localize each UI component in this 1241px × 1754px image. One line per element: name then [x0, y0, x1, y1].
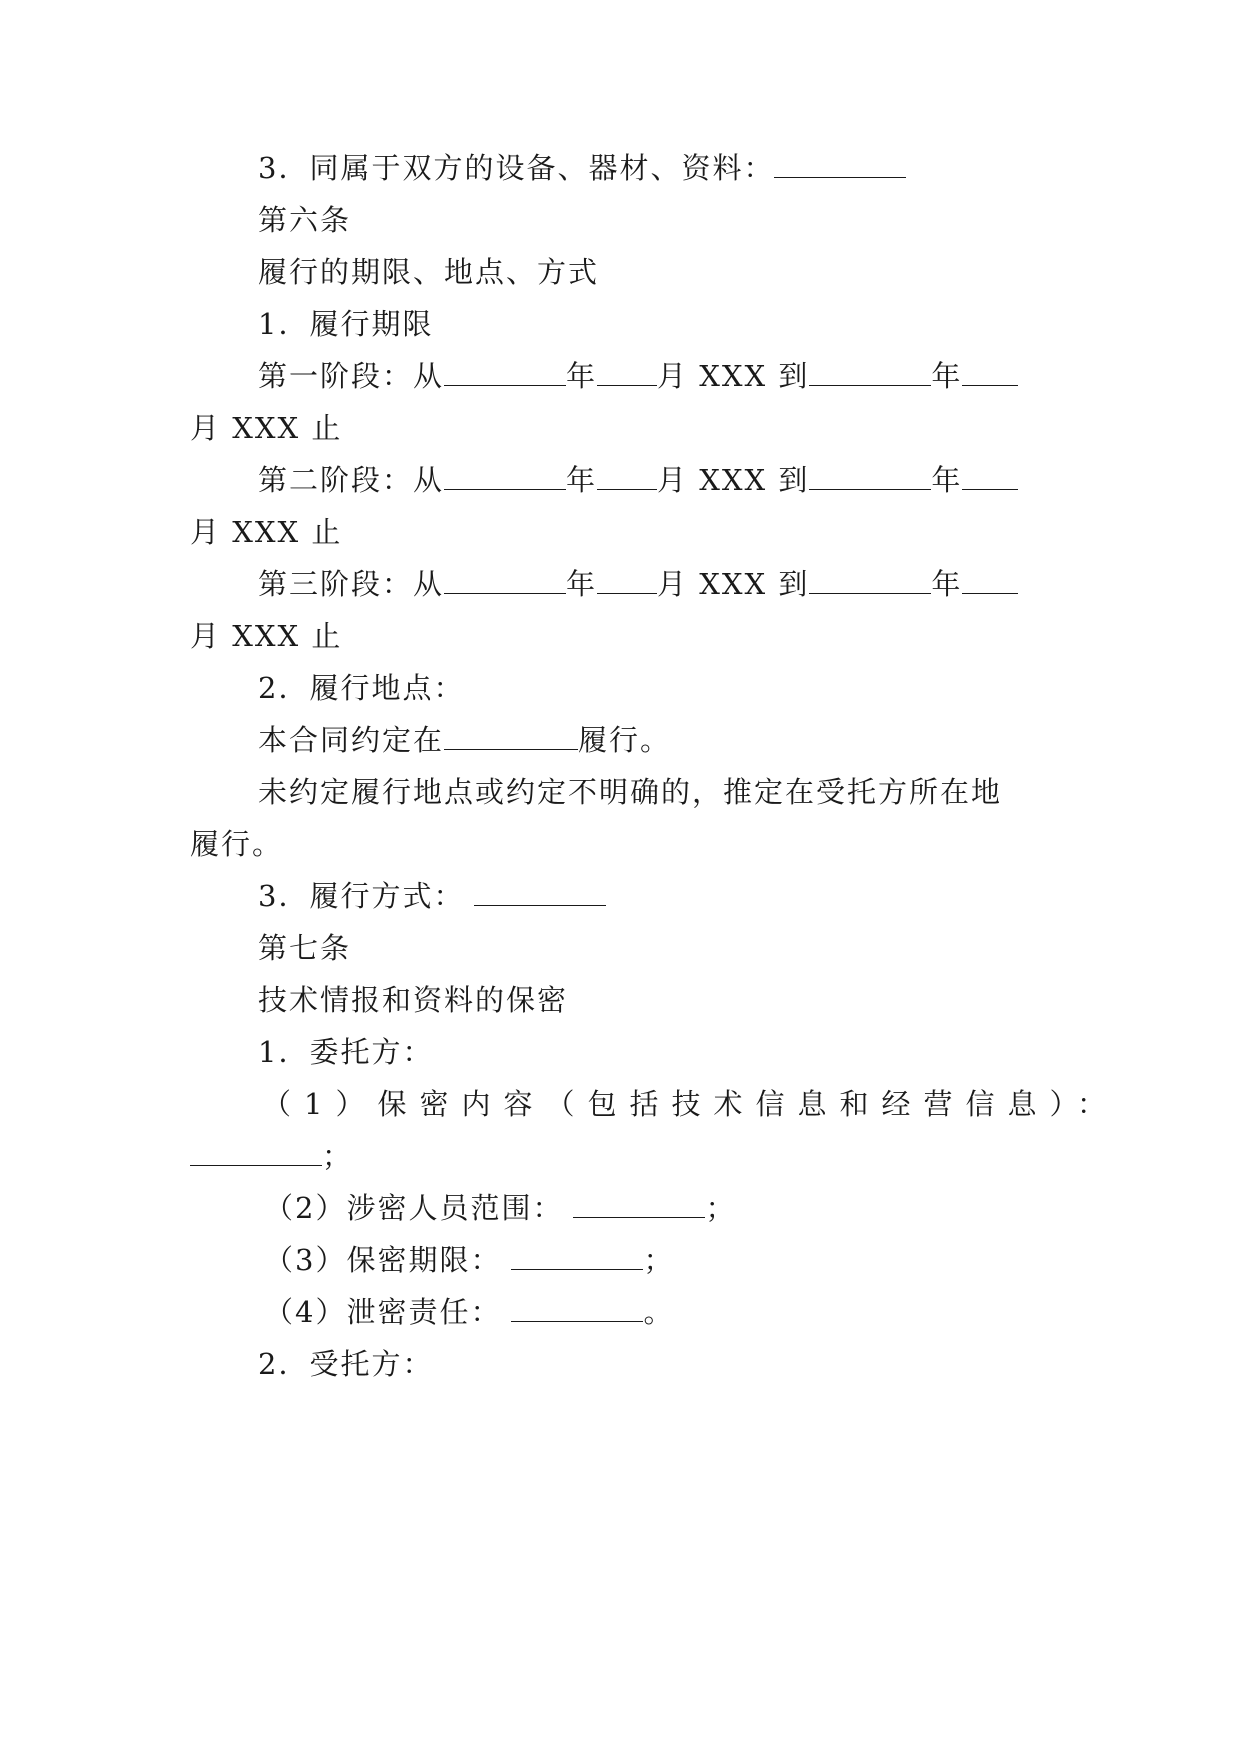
blank-field	[444, 727, 578, 750]
year-label: 年	[566, 463, 598, 497]
blank-field	[774, 155, 906, 178]
year-label: 年	[931, 359, 963, 393]
period-text: （3）保密期限：	[264, 1243, 502, 1277]
place-note-line-1: 未约定履行地点或约定不明确的，推定在受托方所在地	[258, 775, 1003, 809]
stage-3-end: 月 XXX 止	[190, 619, 343, 653]
semicolon: ；	[643, 1243, 675, 1277]
confidential-period	[264, 1242, 674, 1278]
blank-field	[444, 571, 566, 594]
stage-label: 第二阶段：从	[258, 463, 445, 497]
blank-field	[444, 363, 566, 386]
year-label: 年	[931, 463, 963, 497]
place-text-b: 履行。	[578, 723, 672, 757]
clause-equipment	[258, 150, 906, 186]
blank-field	[597, 571, 657, 594]
place-heading: 2．履行地点：	[258, 671, 465, 705]
stage-label: 第一阶段：从	[258, 359, 445, 393]
blank-field	[474, 883, 606, 906]
blank-field	[573, 1195, 705, 1218]
year-label: 年	[931, 567, 963, 601]
article-6-title: 第六条	[258, 203, 352, 237]
stage-1-line	[258, 358, 1018, 394]
stage-2-line	[258, 462, 1018, 498]
place-clause	[258, 722, 671, 758]
blank-field	[962, 467, 1018, 490]
clause-text: 3．同属于双方的设备、器材、资料：	[258, 151, 775, 185]
year-label: 年	[566, 359, 598, 393]
blank-field	[511, 1247, 643, 1270]
personnel-text: （2）涉密人员范围：	[264, 1191, 564, 1225]
blank-field	[190, 1143, 322, 1166]
blank-field	[809, 363, 931, 386]
confidential-content-blank	[190, 1138, 353, 1174]
stage-2-end: 月 XXX 止	[190, 515, 343, 549]
blank-field	[809, 571, 931, 594]
year-label: 年	[566, 567, 598, 601]
liability-text: （4）泄密责任：	[264, 1295, 502, 1329]
article-7-heading: 技术情报和资料的保密	[258, 983, 569, 1017]
blank-field	[809, 467, 931, 490]
method-text: 3．履行方式：	[258, 879, 465, 913]
blank-field	[444, 467, 566, 490]
month-from-label: 月 XXX 到	[657, 463, 810, 497]
trustee-heading: 2．受托方：	[258, 1347, 434, 1381]
blank-field	[511, 1299, 643, 1322]
semicolon: ；	[705, 1191, 737, 1225]
stage-label: 第三阶段：从	[258, 567, 445, 601]
client-heading: 1．委托方：	[258, 1035, 434, 1069]
stage-1-end: 月 XXX 止	[190, 411, 343, 445]
confidential-liability	[264, 1294, 674, 1330]
month-from-label: 月 XXX 到	[657, 567, 810, 601]
place-text-a: 本合同约定在	[258, 723, 445, 757]
month-from-label: 月 XXX 到	[657, 359, 810, 393]
stage-3-line	[258, 566, 1018, 602]
term-heading: 1．履行期限	[258, 307, 434, 341]
article-7-title: 第七条	[258, 931, 352, 965]
blank-field	[597, 467, 657, 490]
blank-field	[597, 363, 657, 386]
confidential-content-line: （1）保密内容（包括技术信息和经营信息）：	[262, 1087, 1119, 1121]
blank-field	[962, 571, 1018, 594]
place-note-line-2: 履行。	[190, 827, 284, 861]
confidential-personnel	[264, 1190, 736, 1226]
method-clause	[258, 878, 606, 914]
period-mark: 。	[643, 1295, 675, 1329]
semicolon: ；	[322, 1139, 354, 1173]
blank-field	[962, 363, 1018, 386]
article-6-heading: 履行的期限、地点、方式	[258, 255, 600, 289]
